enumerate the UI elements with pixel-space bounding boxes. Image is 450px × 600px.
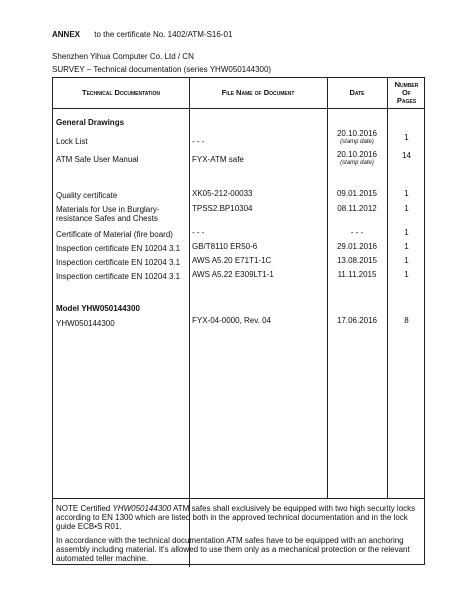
row-doc: Inspection certificate EN 10204 3.1 [56, 258, 181, 267]
note-locks-prefix: NOTE Certified [56, 504, 113, 513]
survey-title: SURVEY – Technical documentation (series YHW050144300) [52, 65, 272, 74]
header-pages-line: Of [402, 88, 411, 97]
section-general-drawings: General Drawings [56, 118, 125, 127]
row-pages: 1 [404, 189, 409, 198]
row-date: 17.06.2016 [336, 316, 378, 325]
row-file: GB/T8110 ER50-6 [192, 242, 258, 251]
row-doc: Quality certificate [56, 191, 118, 200]
header-date: Date [349, 88, 365, 97]
section-model: Model YHW050144300 [56, 304, 140, 313]
header-technical-documentation: Technical Documentation [81, 88, 160, 97]
annex-line [52, 30, 232, 39]
row-file: FYX-ATM safe [192, 155, 244, 164]
row-date: 09.01.2015 [336, 189, 378, 198]
row-pages: 1 [404, 270, 409, 279]
row-file: AWS A5.22 E309LT1-1 [192, 270, 274, 279]
row-doc: YHW050144300 [56, 319, 115, 328]
note-anchoring: In accordance with the technical documentation ATM safes have to be equipped with an anchoring assembly including material. It's allowed to use them only as a mechanical protection or the relevant automated teller machine. [56, 536, 410, 563]
row-doc: Certificate of Material (fire board) [56, 230, 173, 239]
row-pages: 1 [404, 256, 409, 265]
row-file: TPSS2.BP10304 [192, 204, 253, 213]
header-number-of-pages [387, 78, 426, 108]
row-date: 20.10.2016 [336, 129, 378, 138]
row-file: - - - [192, 228, 205, 237]
column-divider [189, 78, 190, 567]
header-pages-line: Pages [396, 96, 417, 105]
notes-divider [53, 498, 424, 499]
header-file-name: File Name of Document [221, 88, 295, 97]
row-doc: Materials for Use in Burglary-resistance Safes and Chests [56, 205, 160, 223]
row-doc: Inspection certificate EN 10204 3.1 [56, 244, 181, 253]
row-stamp-note: (stamp date) [340, 139, 374, 145]
row-date: 08.11.2012 [337, 204, 377, 213]
note-locks-text: ATM safes shall exclusively be equipped with two high security locks according to EN 1300 which are listed both in the approved technical documentation and in the lock guide ECB•S R01. [56, 504, 416, 531]
row-doc: ATM Safe User Manual [56, 155, 139, 164]
row-file: - - - [192, 137, 205, 146]
row-pages: 1 [404, 133, 409, 142]
note-locks-model: YHW050144300 [112, 504, 172, 513]
row-pages: 1 [404, 204, 409, 213]
company-name: Shenzhen Yihua Computer Co. Ltd / CN [52, 52, 194, 61]
header-divider [53, 108, 424, 109]
row-file: AWS A5.20 E71T1-1C [192, 256, 272, 265]
annex-label: ANNEX [52, 30, 81, 39]
row-pages: 1 [404, 242, 409, 251]
documentation-table [52, 77, 425, 565]
row-date: 29.01.2016 [336, 242, 378, 251]
row-file: XK05-212-00033 [192, 189, 253, 198]
row-date: 11.11.2015 [337, 270, 377, 279]
row-pages: 14 [402, 151, 411, 160]
row-file: FYX-04-0000, Rev. 04 [192, 316, 272, 325]
annex-certificate-ref: to the certificate No. 1402/ATM-S16-01 [94, 30, 233, 39]
row-date: - - - [350, 228, 364, 237]
row-date: 20.10.2016 [336, 150, 378, 159]
row-doc: Inspection certificate EN 10204 3.1 [56, 272, 181, 281]
header-pages-line: Number [394, 80, 419, 89]
row-doc: Lock List [56, 137, 88, 146]
note-locks [56, 504, 420, 531]
row-pages: 1 [404, 228, 409, 237]
row-date: 13.08.2015 [336, 256, 378, 265]
row-pages: 8 [404, 316, 409, 325]
row-stamp-note: (stamp date) [340, 160, 374, 166]
